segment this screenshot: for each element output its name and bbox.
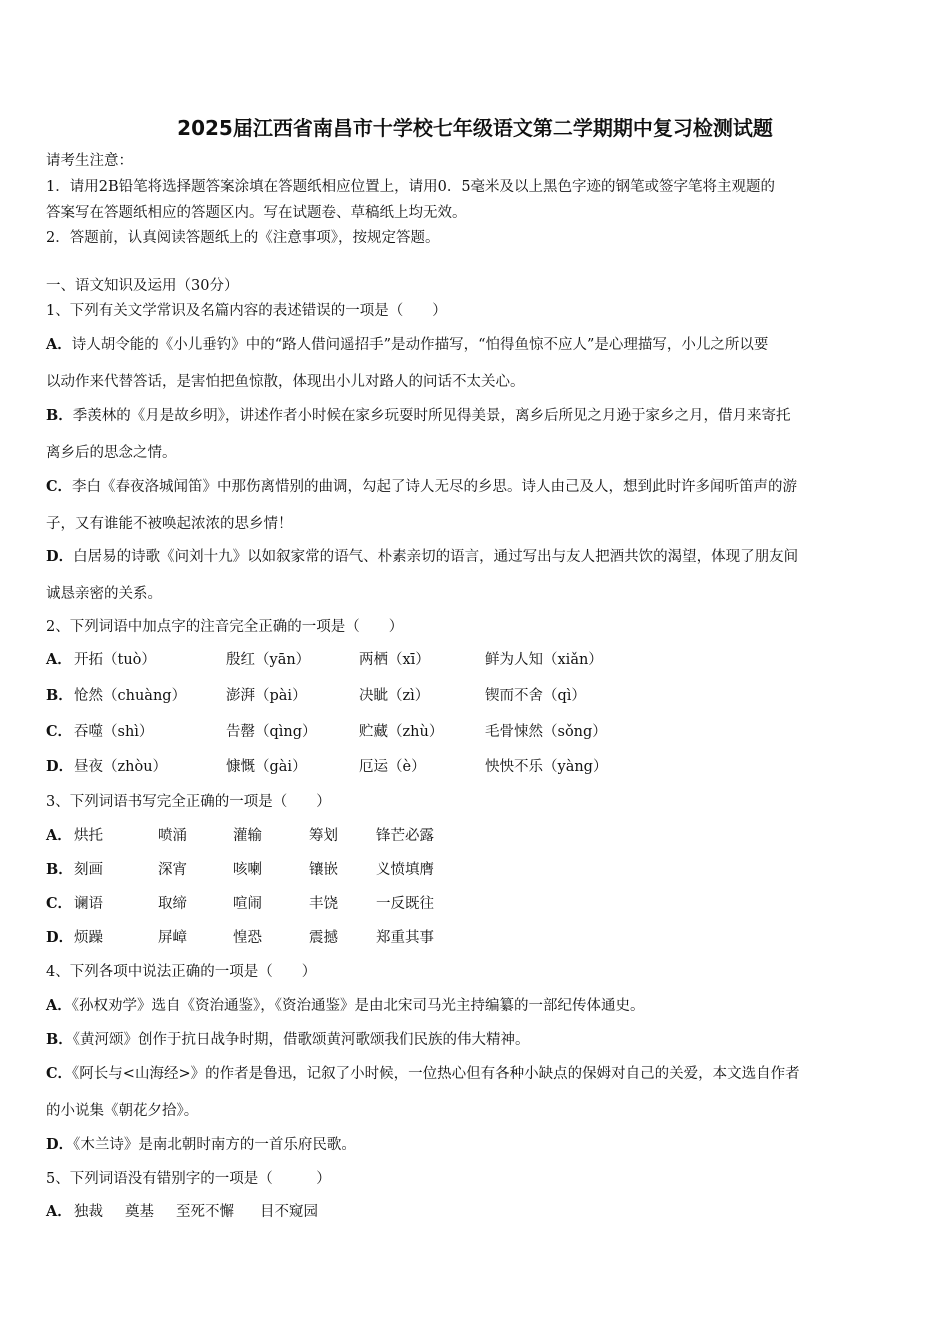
question-5-stem: 5、下列词语没有错别字的一项是（ ）: [46, 1171, 331, 1187]
option-word: 灌输: [233, 828, 262, 844]
section-heading: 一、语文知识及运用（30分）: [46, 278, 239, 294]
option-word: 厄运（è）: [359, 759, 426, 775]
option-word: 告罄（qìng）: [226, 724, 317, 740]
option-word: 独裁: [74, 1204, 103, 1220]
option-text: 《木兰诗》是南北朝时南方的一首乐府民歌。: [73, 1137, 356, 1153]
option-word: 惶恐: [233, 930, 262, 946]
option-word: 两栖（xī）: [359, 652, 430, 668]
option-label: D．: [46, 1136, 74, 1153]
option-word: 震撼: [309, 930, 338, 946]
option-word: 屏嶂: [158, 930, 187, 946]
option-label: B．: [46, 1031, 73, 1048]
question-1-option-b-cont: 离乡后的思念之情。: [46, 445, 177, 461]
option-word: 毛骨悚然（sǒng）: [485, 724, 607, 740]
option-label: B．: [46, 687, 73, 704]
question-1-option-c: [46, 478, 797, 496]
option-word: 镶嵌: [309, 862, 338, 878]
option-word: 取缔: [158, 896, 187, 912]
option-word: 至死不懈: [176, 1204, 234, 1220]
option-word: 义愤填膺: [376, 862, 434, 878]
option-word: 奠基: [125, 1204, 154, 1220]
question-4-option-c-cont: 的小说集《朝花夕拾》。: [46, 1103, 199, 1119]
question-4-option-c: [46, 1065, 800, 1083]
option-label: C．: [46, 1065, 73, 1082]
option-text: 《黄河颂》创作于抗日战争时期，借歌颂黄河歌颂我们民族的伟大精神。: [72, 1032, 530, 1048]
option-label: B．: [46, 407, 73, 424]
option-word: 深宵: [158, 862, 187, 878]
option-label: C．: [46, 895, 73, 912]
option-label: D．: [46, 929, 74, 946]
page-title: 2025届江西省南昌市十学校七年级语文第二学期期中复习检测试题: [177, 116, 773, 140]
question-1-option-d: [46, 548, 798, 566]
option-text: 《孙权劝学》选自《资治通鉴》，《资治通鉴》是由北宋司马光主持编纂的一部纪传体通史。: [71, 998, 645, 1014]
question-1-option-b: [46, 407, 791, 425]
option-word: 烘托: [74, 828, 103, 844]
option-text: 白居易的诗歌《问刘十九》以如叙家常的语气、朴素亲切的语言，通过写出与友人把酒共饮的渴望，体现了朋友间: [73, 549, 799, 565]
option-word: 锋芒必露: [376, 828, 434, 844]
option-label: A．: [46, 827, 72, 844]
option-word: 郑重其事: [376, 930, 434, 946]
option-word: 烦躁: [74, 930, 103, 946]
option-text: 《阿长与<山海经>》的作者是鲁迅，记叙了小时候，一位热心但有各种小缺点的保姆对自己的关爱，本文选自作者: [72, 1066, 800, 1082]
option-word: 鲜为人知（xiǎn）: [485, 652, 603, 668]
option-word: 喧闹: [233, 896, 262, 912]
option-word: 丰饶: [309, 896, 338, 912]
option-word: 澎湃（pài）: [226, 688, 307, 704]
question-1-option-c-cont: 子，又有谁能不被唤起浓浓的思乡情！: [46, 516, 293, 532]
option-word: 一反既往: [376, 896, 434, 912]
question-1-option-a: [46, 336, 768, 354]
option-label: C．: [46, 723, 73, 740]
option-label: D．: [46, 758, 74, 775]
question-4-option-b: [46, 1031, 530, 1049]
option-label: A．: [46, 336, 72, 353]
option-word: 喷涌: [158, 828, 187, 844]
option-label: A．: [46, 1203, 72, 1220]
notice-item-1-line-2: 答案写在答题纸相应的答题区内。写在试题卷、草稿纸上均无效。: [46, 205, 467, 221]
option-label: A．: [46, 997, 72, 1014]
question-3-stem: 3、下列词语书写完全正确的一项是（ ）: [46, 794, 331, 810]
option-word: 贮藏（zhù）: [359, 724, 444, 740]
question-2-stem: 2、下列词语中加点字的注音完全正确的一项是（ ）: [46, 619, 404, 635]
question-4-stem: 4、下列各项中说法正确的一项是（ ）: [46, 964, 317, 980]
option-label: B．: [46, 861, 73, 878]
option-label: C．: [46, 478, 73, 495]
option-word: 昼夜（zhòu）: [74, 759, 168, 775]
notice-item-2: 2．答题前，认真阅读答题纸上的《注意事项》，按规定答题。: [46, 230, 440, 246]
option-word: 怏怏不乐（yàng）: [485, 759, 608, 775]
notice-item-1-line-1: 1．请用2B铅笔将选择题答案涂填在答题纸相应位置上，请用0．5毫米及以上黑色字迹的钢笔或签字笔将主观题的: [46, 179, 776, 195]
question-4-option-d: [46, 1136, 356, 1154]
option-text: 李白《春夜洛城闻笛》中那伤离惜别的曲调，勾起了诗人无尽的乡思。诗人由己及人，想到此时许多闻听笛声的游: [72, 479, 798, 495]
notice-heading: 请考生注意：: [46, 153, 133, 169]
option-word: 锲而不舍（qì）: [485, 688, 586, 704]
option-text: 季羡林的《月是故乡明》，讲述作者小时候在家乡玩耍时所见得美景，离乡后所见之月逊于家乡之月，借月来寄托: [72, 408, 791, 424]
option-word: 怆然（chuàng）: [74, 688, 187, 704]
option-label: D．: [46, 548, 74, 565]
option-word: 决眦（zì）: [359, 688, 430, 704]
option-word: 殷红（yān）: [226, 652, 311, 668]
option-text: 诗人胡令能的《小儿垂钓》中的“路人借问遥招手”是动作描写，“怕得鱼惊不应人”是心理描写，小儿之所以要: [71, 337, 769, 353]
option-word: 吞噬（shì）: [74, 724, 154, 740]
option-word: 目不窥园: [260, 1204, 318, 1220]
option-label: A．: [46, 651, 72, 668]
option-word: 开拓（tuò）: [74, 652, 156, 668]
option-word: 慷慨（gài）: [226, 759, 307, 775]
option-word: 谰语: [74, 896, 103, 912]
question-1-option-d-cont: 诚恳亲密的关系。: [46, 586, 162, 602]
question-4-option-a: [46, 997, 645, 1015]
option-word: 咳喇: [233, 862, 262, 878]
question-1-option-a-cont: 以动作来代替答话，是害怕把鱼惊散，体现出小儿对路人的问话不太关心。: [46, 374, 525, 390]
question-1-stem: 1、下列有关文学常识及名篇内容的表述错误的一项是（ ）: [46, 303, 447, 319]
option-word: 刻画: [74, 862, 103, 878]
option-word: 筹划: [309, 828, 338, 844]
